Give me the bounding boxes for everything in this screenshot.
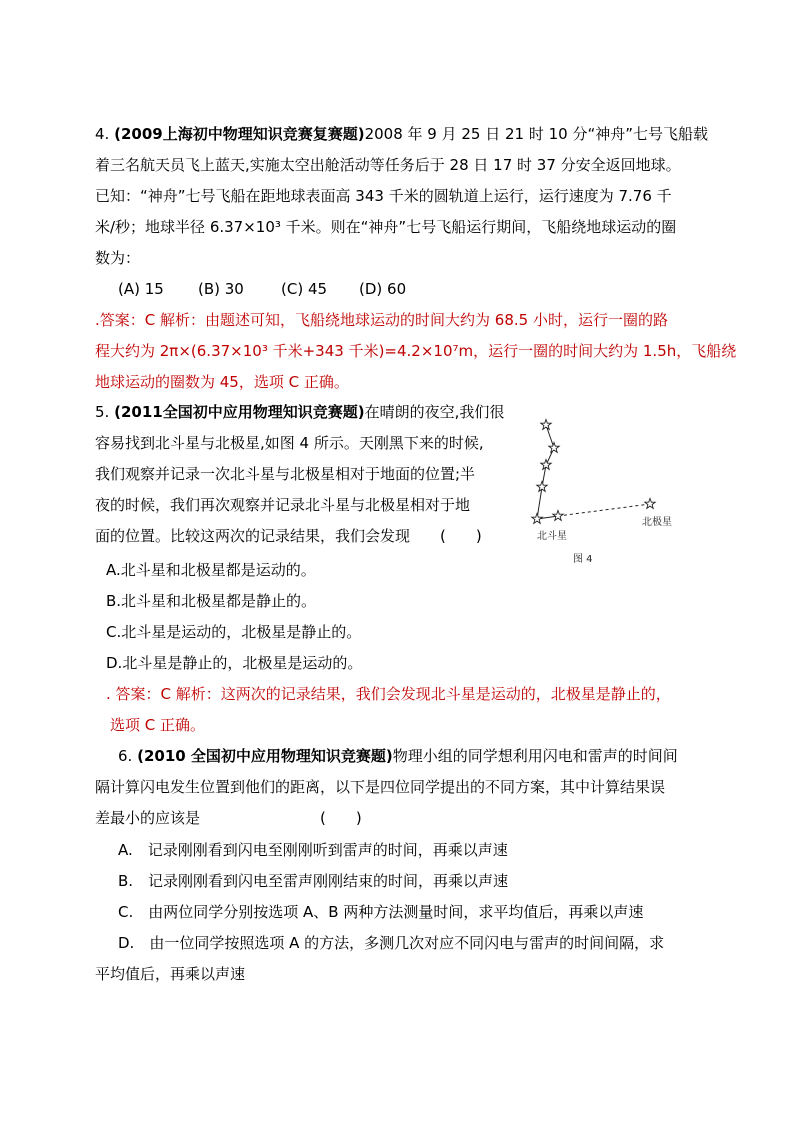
- label-beidou: 北斗星: [537, 531, 567, 542]
- q6-line-2: 隔计算闪电发生位置到他们的距离，以下是四位同学提出的不同方案，其中计算结果误: [95, 778, 666, 796]
- figure-caption: 图 4: [573, 554, 593, 565]
- star-icon: [553, 511, 563, 521]
- q4-option-b: (B) 30: [198, 280, 244, 298]
- q6-option-b: B. 记录刚刚看到闪电至雷声刚刚结束的时间，再乘以声速: [118, 872, 509, 890]
- q5-line-1: 5. (2011全国初中应用物理知识竞赛题)在晴朗的夜空,我们很: [95, 403, 505, 421]
- q4-line-5: 数为：: [95, 249, 141, 267]
- q4-options: [118, 279, 406, 299]
- q5-line-2: 容易找到北斗星与北极星,如图 4 所示。天刚黑下来的时候,: [95, 434, 484, 452]
- q4-option-d: (D) 60: [359, 280, 407, 298]
- q5-source: (2011全国初中应用物理知识竞赛题): [114, 403, 365, 421]
- q4-answer-line-2: 程大约为 2π×(6.37×10³ 千米+343 千米)=4.2×10⁷m，运行一圈的时间大约为 1.5h，飞船绕: [95, 342, 737, 360]
- star-icon: [541, 460, 551, 470]
- pointer-dashed-line: [558, 504, 650, 516]
- polaris-star-icon: [645, 499, 655, 509]
- q6-number: 6.: [118, 747, 138, 765]
- star-icon: [549, 443, 559, 453]
- q4-option-a: (A) 15: [118, 280, 164, 298]
- star-icon: [532, 514, 542, 524]
- q6-option-a: A. 记录刚刚看到闪电至刚刚听到雷声的时间，再乘以声速: [118, 841, 508, 859]
- q6-option-d: D. 由一位同学按照选项 A 的方法，多测几次对应不同闪电与雷声的时间间隔，求: [118, 934, 665, 952]
- q5-line-4: 夜的时候，我们再次观察并记录北斗星与北极星相对于地: [95, 496, 471, 514]
- q5-option-a: A.北斗星和北极星都是运动的。: [106, 561, 316, 579]
- q5-option-b: B.北斗星和北极星都是静止的。: [106, 592, 317, 610]
- star-icon: [541, 420, 551, 430]
- q4-answer-line-3: 地球运动的圈数为 45，选项 C 正确。: [95, 373, 349, 391]
- q4-option-c: (C) 45: [281, 280, 328, 298]
- q6-option-c: C. 由两位同学分别按选项 A、B 两种方法测量时间，求平均值后，再乘以声速: [118, 903, 644, 921]
- label-beiji: 北极星: [642, 517, 672, 528]
- q6-source: (2010 全国初中应用物理知识竞赛题): [137, 747, 393, 765]
- q6-option-d-continued: 平均值后，再乘以声速: [95, 965, 246, 983]
- q5-line-3: 我们观察并记录一次北斗星与北极星相对于地面的位置;半: [95, 465, 476, 483]
- q4-line-4: 米/秒；地球半径 6.37×10³ 千米。则在“神舟”七号飞船运行期间，飞船绕地球运动的圈: [95, 218, 677, 236]
- q4-line-3: 已知：“神舟”七号飞船在距地球表面高 343 千米的圆轨道上运行，运行速度为 7.76 千: [95, 187, 672, 205]
- q6-line-3: 差最小的应该是 ( ): [95, 809, 362, 827]
- q5-answer-line-1: . 答案：C 解析：这两次的记录结果，我们会发现北斗星是运动的，北极星是静止的，: [106, 685, 671, 703]
- q4-answer-line-1: .答案：C 解析：由题述可知，飞船绕地球运动的时间大约为 68.5 小时，运行一圈的路: [95, 311, 668, 329]
- figure-4-star-diagram: [520, 415, 700, 565]
- q4-line-2: 着三名航天员飞上蓝天,实施太空出舱活动等任务后于 28 日 17 时 37 分安全返回地球。: [95, 156, 681, 174]
- q5-number: 5.: [95, 403, 115, 421]
- q5-answer-line-2: 选项 C 正确。: [110, 716, 206, 734]
- q4-line-1: 4. (2009上海初中物理知识竞赛复赛题)2008 年 9 月 25 日 21 时 10 分“神舟”七号飞船载: [95, 125, 708, 143]
- q4-source: (2009上海初中物理知识竞赛复赛题): [114, 125, 365, 143]
- q4-number: 4.: [95, 125, 115, 143]
- q6-line-1: 6. (2010 全国初中应用物理知识竞赛题)物理小组的同学想利用闪电和雷声的时间间: [118, 747, 678, 765]
- q5-option-c: C.北斗星是运动的，北极星是静止的。: [106, 623, 362, 641]
- q5-line-5: 面的位置。比较这两次的记录结果，我们会发现 ( ): [95, 527, 482, 545]
- q5-option-d: D.北斗星是静止的，北极星是运动的。: [106, 654, 363, 672]
- big-dipper-outline: [537, 425, 558, 519]
